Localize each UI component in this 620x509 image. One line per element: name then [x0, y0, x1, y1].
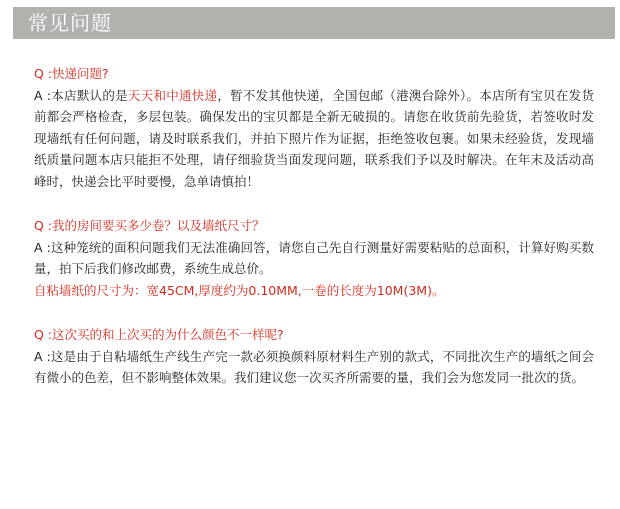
- faq-question: Q :快递问题?: [34, 66, 109, 81]
- faq-answer-highlight: 天天和中通快递: [127, 87, 218, 103]
- faq-item-quantity: [34, 215, 594, 301]
- faq-answer: A :这种笼统的面积问题我们无法准确回答，请您自己先自行测量好需要粘贴的总面积，计算好购买数量，拍下后我们修改邮费，系统生成总价。: [34, 239, 594, 276]
- faq-item-shipping: [34, 63, 594, 192]
- faq-item-color: [34, 324, 594, 389]
- faq-list: [34, 63, 594, 412]
- page-title: 常见问题: [28, 11, 112, 35]
- faq-answer: A :这是由于自粘墙纸生产线生产完一款必须换颜料原材料生产别的款式，不同批次生产的墙纸之间会有微小的色差，但不影响整体效果。我们建议您一次买齐所需要的量，我们会为您发同一批次的货。: [34, 348, 594, 385]
- faq-answer-text: ，暂不发其他快递，全国包邮（港澳台除外）。本店所有宝贝在发货前都会严格检查，多层包装。确保发出的宝贝都是全新无破损的。请您在收货前先验货，若签收时发现墙纸有任何问题，请及时联系我们，并拍下照片作为证据，拒绝签收包裹。如果未经验货，发现墙纸质量问题本店只能拒不处理，请仔细验货当面发现问题，联系我们予以及时解决。在年末及活动高峰时，快递会比平时要慢，急单请慎拍！: [34, 87, 594, 189]
- faq-question: Q :这次买的和上次买的为什么颜色不一样呢?: [34, 327, 284, 342]
- faq-answer: [34, 85, 594, 193]
- faq-answer-prefix: A :本店默认的是: [34, 87, 128, 103]
- faq-size-note: 自粘墙纸的尺寸为：宽45CM,厚度约为0.10MM,一卷的长度为10M(3M)。: [34, 282, 445, 298]
- faq-question: Q :我的房间要买多少卷？以及墙纸尺寸？: [34, 218, 265, 233]
- header-bar: [13, 7, 615, 39]
